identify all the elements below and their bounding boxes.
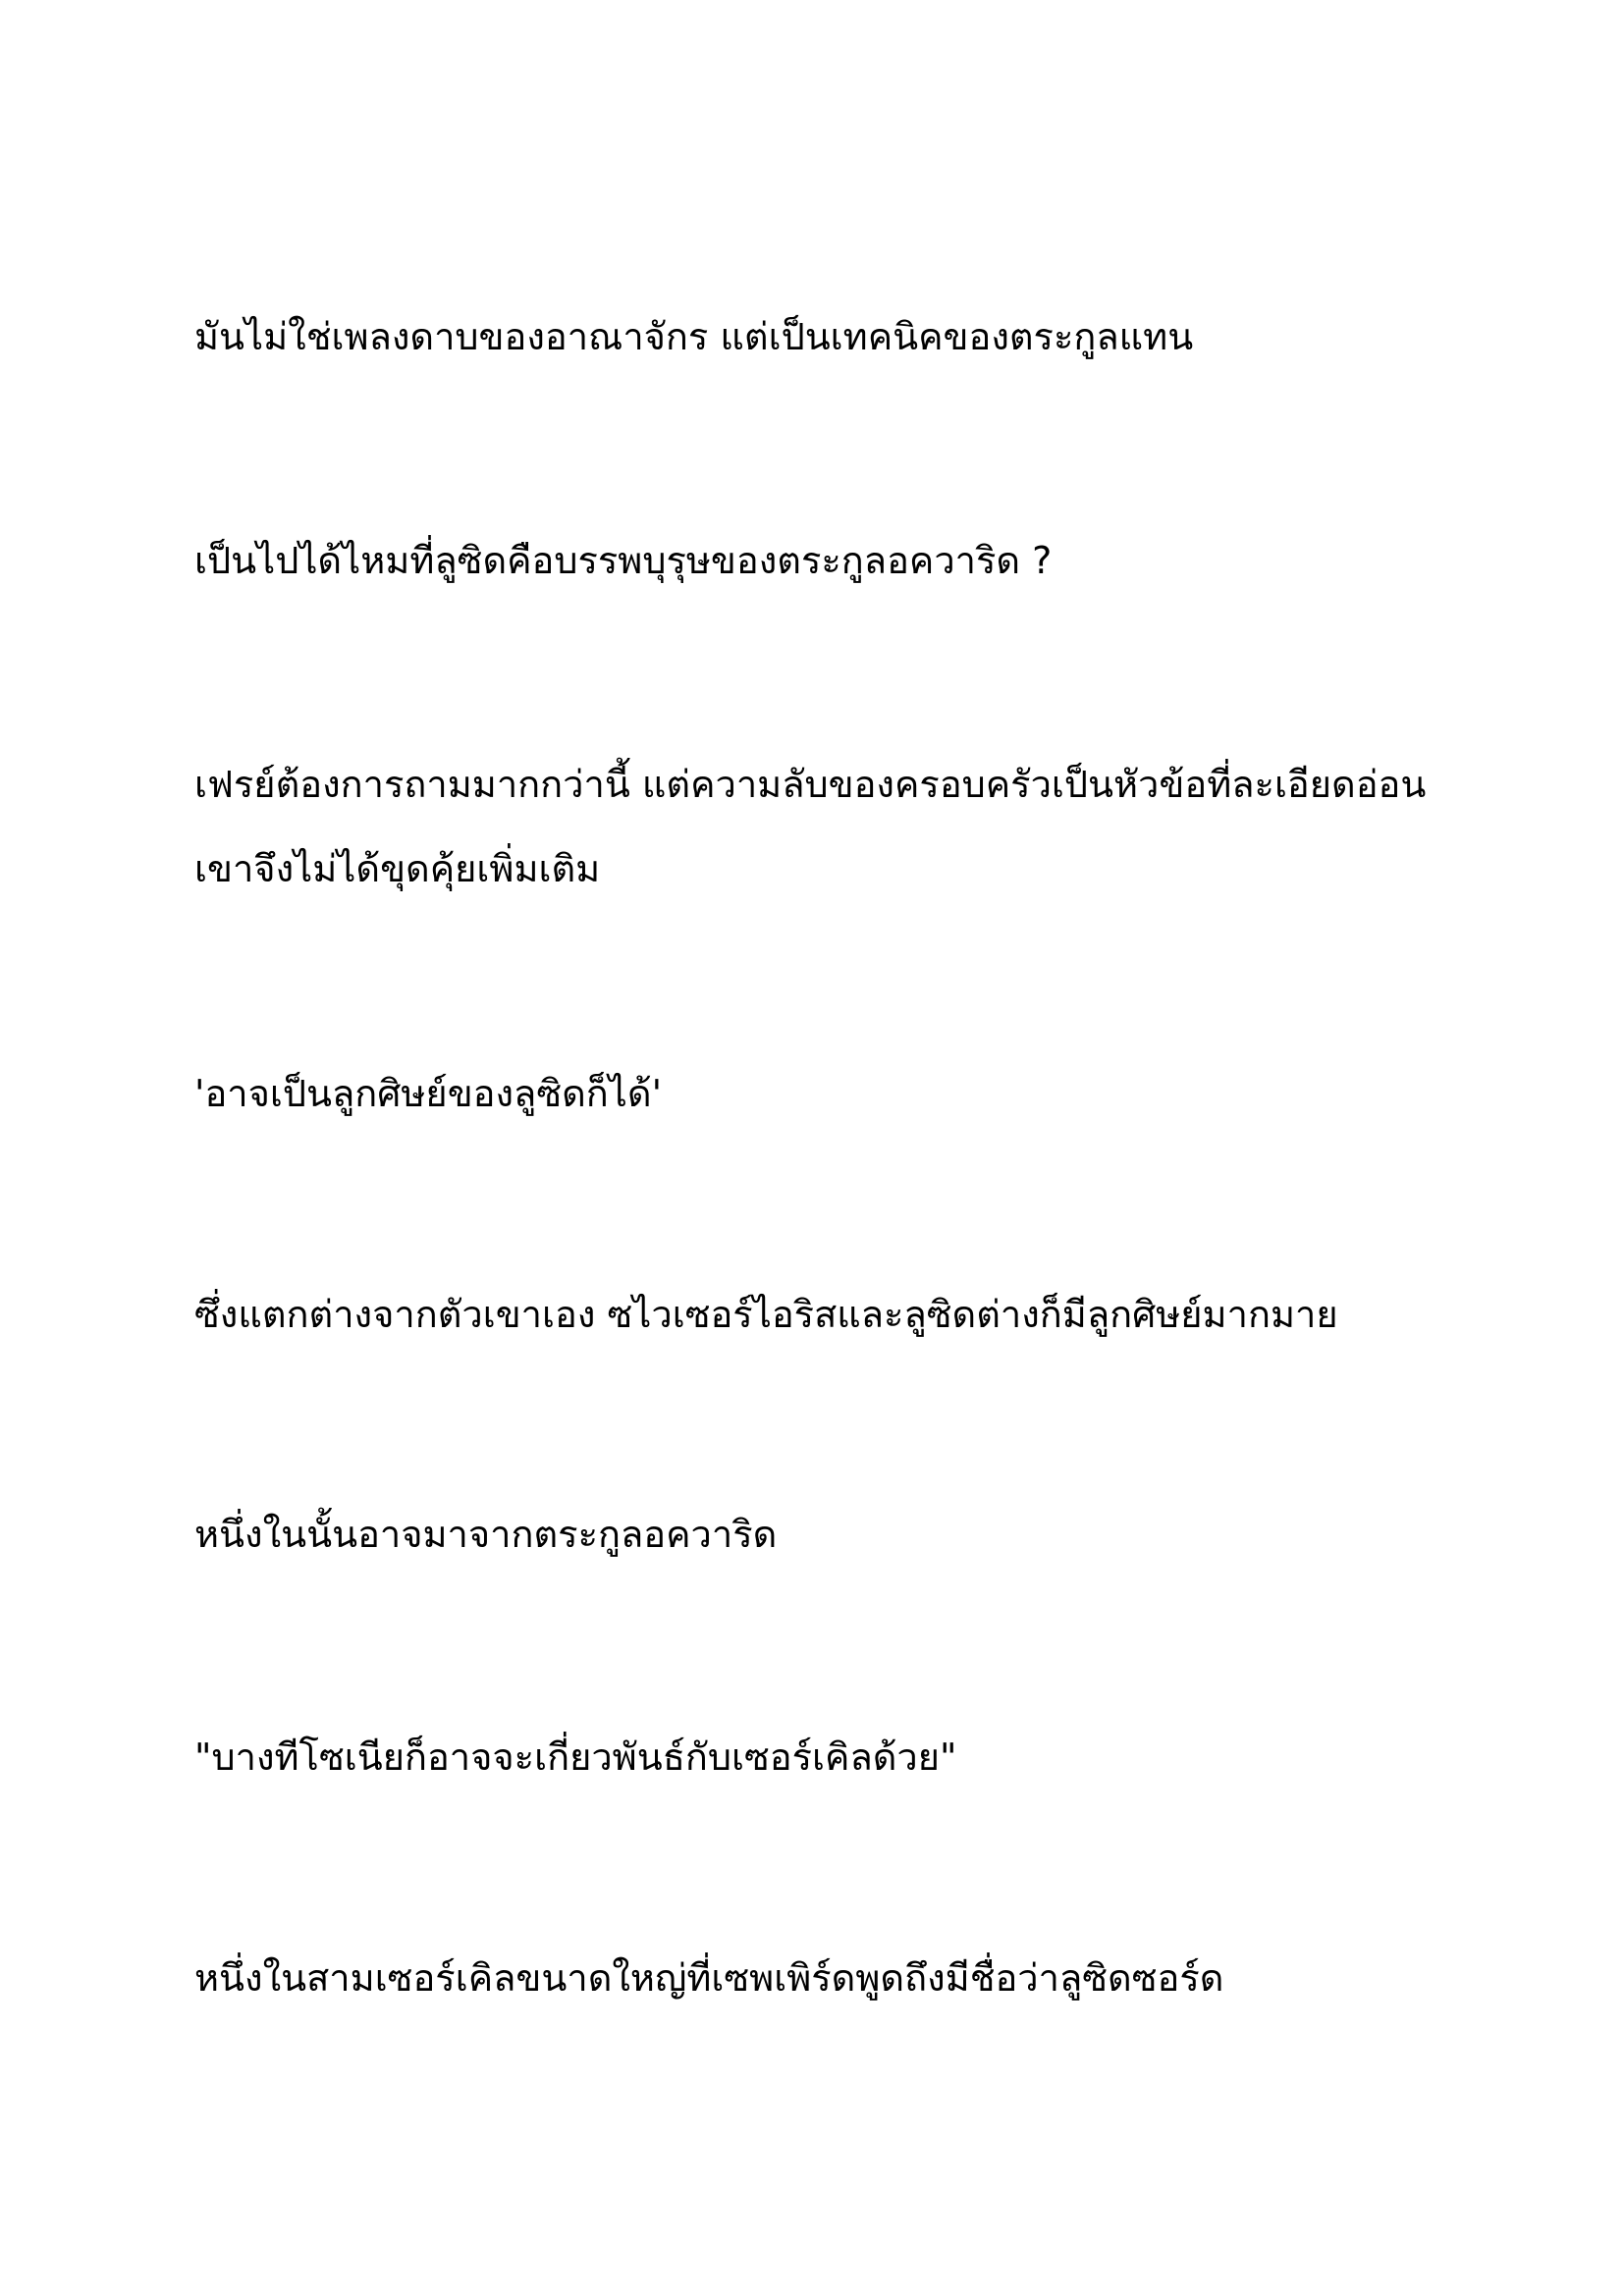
paragraph-1: มันไม่ใช่เพลงดาบของอาณาจักร แต่เป็นเทคนิคของตระกูลแทน <box>194 315 1194 358</box>
paragraph-7: "บางทีโซเนียก็อาจจะเกี่ยวพันธ์กับเซอร์เคิลด้วย" <box>194 1735 957 1779</box>
paragraph-4: 'อาจเป็นลูกศิษย์ของลูซิดก็ได้' <box>194 1072 663 1115</box>
paragraph-2: เป็นไปได้ไหมที่ลูซิดคือบรรพบุรุษของตระกูลอควาริด ? <box>194 539 1053 582</box>
paragraph-3: เฟรย์ต้องการถามมากกว่านี้ แต่ความลับของครอบครัวเป็นหัวข้อที่ละเอียดอ่อนเขาจึงไม่ได้ขุดคุ้ยเพิ่มเติม <box>194 763 1427 890</box>
paragraph-5: ซึ่งแตกต่างจากตัวเขาเอง ซไวเซอร์ไอริสและลูซิดต่างก็มีลูกศิษย์มากมาย <box>194 1293 1338 1336</box>
paragraph-8: หนึ่งในสามเซอร์เคิลขนาดใหญ่ที่เซพเพิร์ดพูดถึงมีชื่อว่าลูซิดซอร์ด <box>194 1956 1224 2000</box>
paragraph-6: หนึ่งในนั้นอาจมาจากตระกูลอควาริด <box>194 1513 778 1556</box>
